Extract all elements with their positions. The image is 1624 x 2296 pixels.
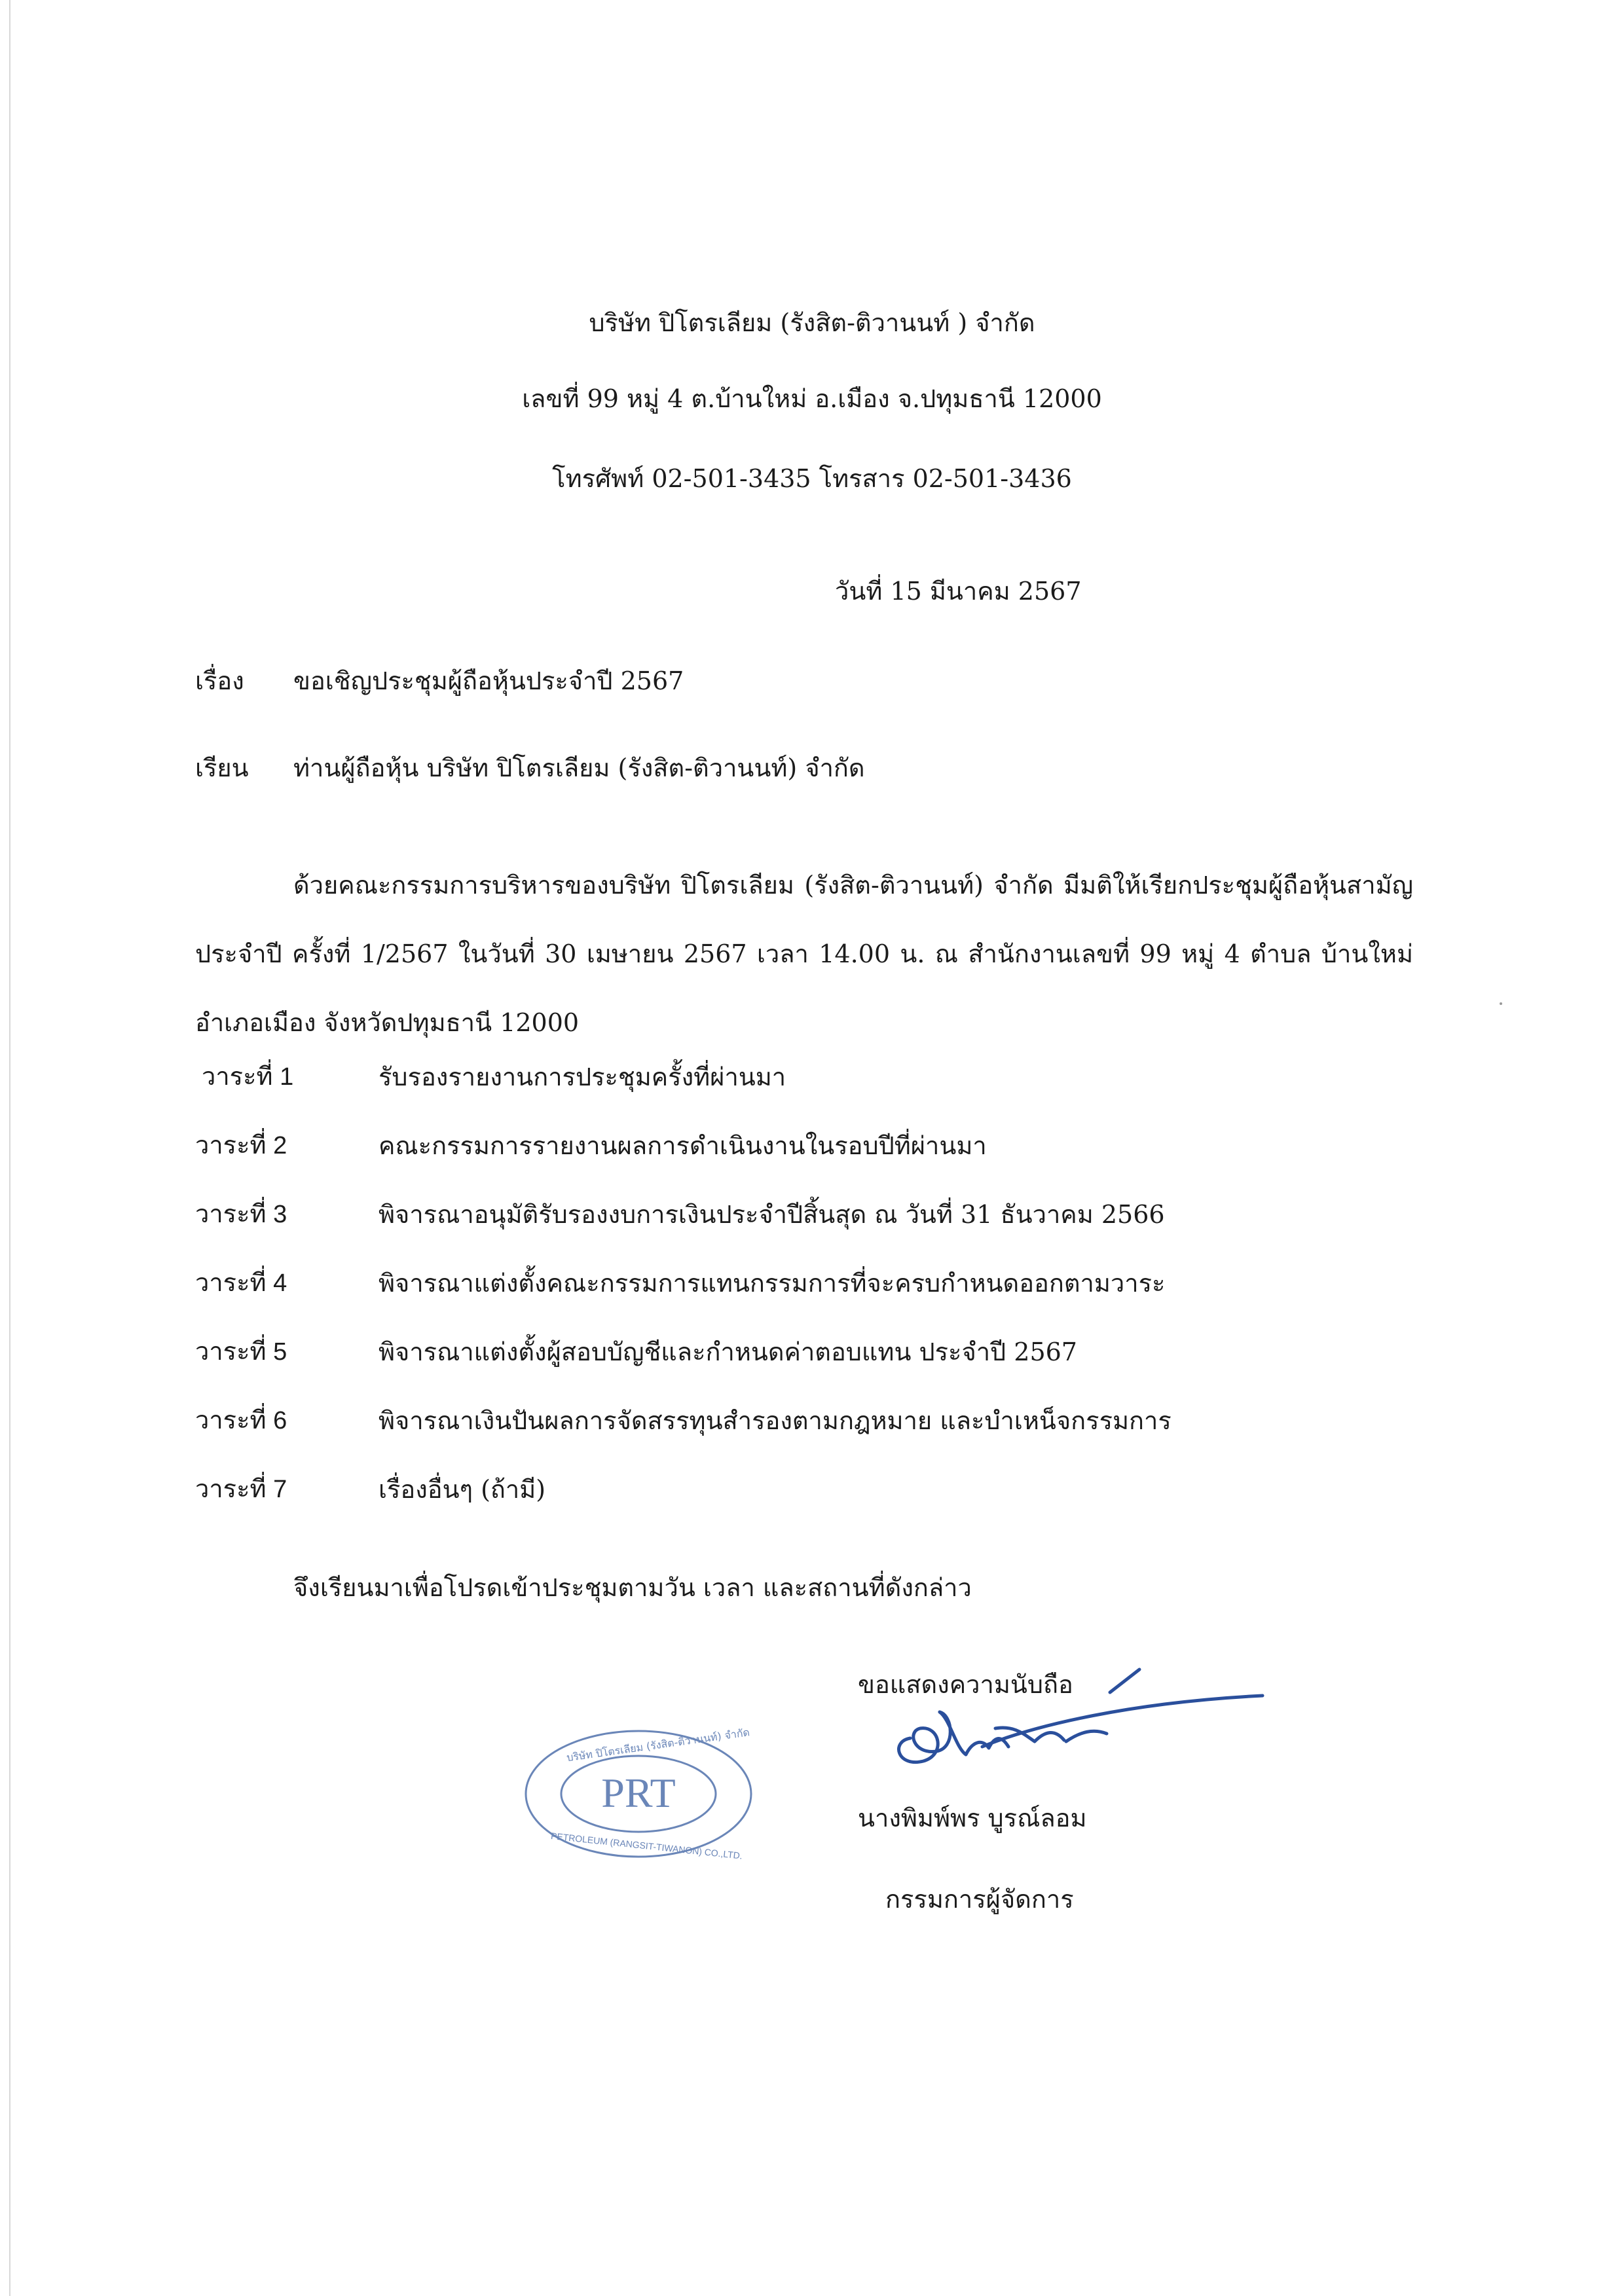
- signature-scribble: [884, 1663, 1277, 1794]
- signer-position: กรรมการผู้จัดการ: [885, 1885, 1074, 1914]
- agenda-number: วาระที่ 1: [202, 1063, 294, 1091]
- body-paragraph: ด้วยคณะกรรมการบริหารของบริษัท ปิโตรเลียม (รังสิต-ติวานนท์) จำกัด มีมติให้เรียกประชุมผู้ถือหุ้นสามัญประจำปี ครั้งที่ 1/2567 ในวันที่ 30 เมษายน 2567 เวลา 14.00 น. ณ สำนักงานเลขที่ 99 หมู่ 4 ตำบล บ้านใหม่ อำเภอเมือง จังหวัดปทุมธานี 12000: [195, 871, 1413, 1037]
- agenda-text: พิจารณาแต่งตั้งผู้สอบบัญชีและกำหนดค่าตอบแทน ประจำปี 2567: [378, 1338, 1077, 1366]
- agenda-number: วาระที่ 4: [195, 1269, 287, 1297]
- company-address: เลขที่ 99 หมู่ 4 ต.บ้านใหม่ อ.เมือง จ.ปทุมธานี 12000: [522, 384, 1102, 413]
- closing-sentence: จึงเรียนมาเพื่อโปรดเข้าประชุมตามวัน เวลา และสถานที่ดังกล่าว: [293, 1573, 972, 1602]
- agenda-number: วาระที่ 2: [195, 1132, 287, 1159]
- company-contact: โทรศัพท์ 02-501-3435 โทรสาร 02-501-3436: [552, 464, 1072, 493]
- letter-date: วันที่ 15 มีนาคม 2567: [835, 577, 1082, 606]
- agenda-item: [0, 1129, 1624, 1169]
- agenda-item: [0, 1061, 1624, 1100]
- stamp-top-text: บริษัท ปิโตรเลียม (รังสิต-ติวานนท์) จำกัด: [565, 1726, 750, 1764]
- subject-label: เรื่อง: [195, 666, 244, 695]
- agenda-text: พิจารณาเงินปันผลการจัดสรรทุนสำรองตามกฎหมาย และบำเหน็จกรรมการ: [378, 1406, 1172, 1435]
- agenda-text: คณะกรรมการรายงานผลการดำเนินงานในรอบปีที่ผ่านมา: [378, 1131, 987, 1160]
- company-name: บริษัท ปิโตรเลียม (รังสิต-ติวานนท์ ) จำกัด: [589, 308, 1035, 337]
- recipient-text: ท่านผู้ถือหุ้น บริษัท ปิโตรเลียม (รังสิต-ติวานนท์) จำกัด: [293, 754, 865, 782]
- agenda-item: [0, 1404, 1624, 1444]
- agenda-item: [0, 1336, 1624, 1375]
- stamp-bottom-text: PETROLEUM (RANGSIT-TIWANON) CO.,LTD.: [550, 1830, 743, 1861]
- agenda-item: [0, 1473, 1624, 1512]
- agenda-text: เรื่องอื่นๆ (ถ้ามี): [378, 1475, 546, 1504]
- agenda-number: วาระที่ 7: [195, 1476, 287, 1503]
- agenda-text: พิจารณาแต่งตั้งคณะกรรมการแทนกรรมการที่จะครบกำหนดออกตามวาระ: [378, 1269, 1166, 1298]
- regards-text: ขอแสดงความนับถือ: [858, 1670, 1073, 1699]
- agenda-item: [0, 1198, 1624, 1237]
- agenda-number: วาระที่ 3: [195, 1201, 287, 1228]
- agenda-text: พิจารณาอนุมัติรับรองงบการเงินประจำปีสิ้นสุด ณ วันที่ 31 ธันวาคม 2566: [378, 1200, 1165, 1229]
- signer-name: นางพิมพ์พร บูรณ์ลอม: [858, 1804, 1087, 1832]
- agenda-text: รับรองรายงานการประชุมครั้งที่ผ่านมา: [378, 1063, 786, 1091]
- company-stamp: [521, 1725, 756, 1863]
- stamp-center-text: PRT: [601, 1770, 676, 1816]
- agenda-item: [0, 1267, 1624, 1306]
- subject-text: ขอเชิญประชุมผู้ถือหุ้นประจำปี 2567: [293, 666, 684, 695]
- agenda-number: วาระที่ 5: [195, 1338, 287, 1366]
- scan-speck: [1500, 1002, 1502, 1005]
- agenda-number: วาระที่ 6: [195, 1407, 287, 1434]
- recipient-label: เรียน: [195, 754, 249, 782]
